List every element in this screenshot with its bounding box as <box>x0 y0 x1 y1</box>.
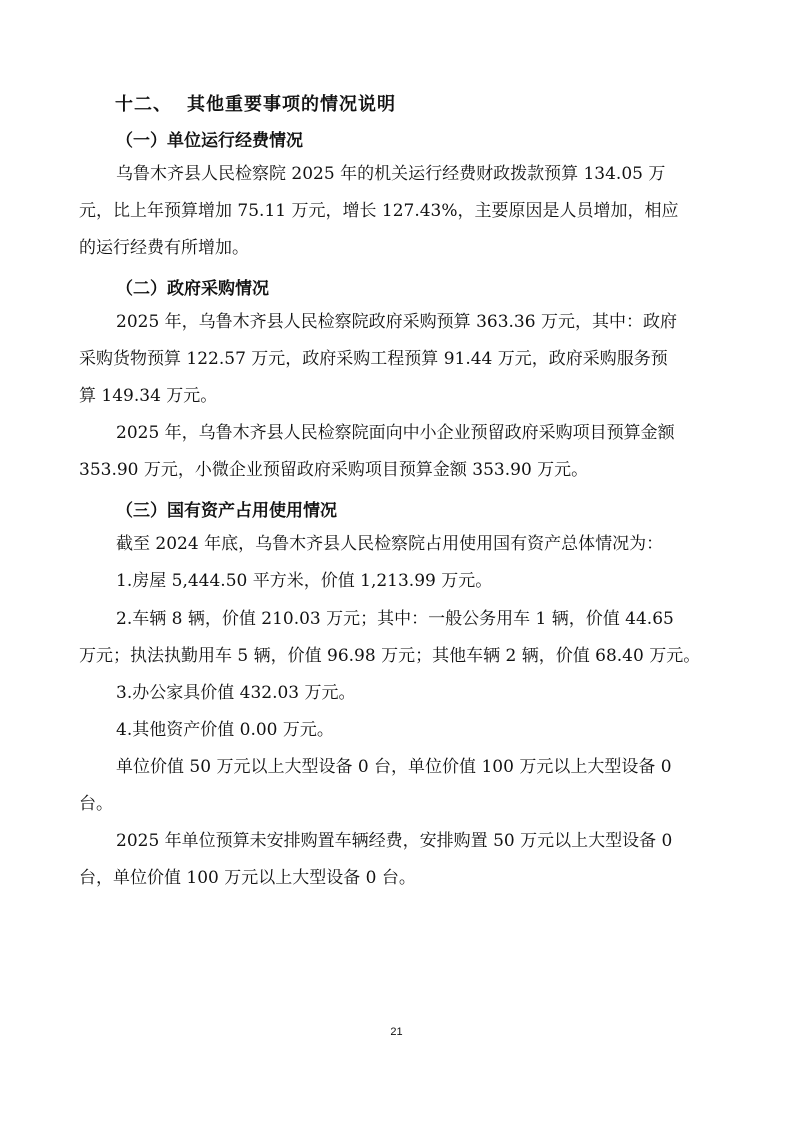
paragraph-line: 乌鲁木齐县人民检察院 2025 年的机关运行经费财政拨款预算 134.05 万 <box>116 164 666 184</box>
paragraph-line: 353.90 万元，小微企业预留政府采购项目预算金额 353.90 万元。 <box>79 460 589 480</box>
paragraph-line: 台，单位价值 100 万元以上大型设备 0 台。 <box>79 868 416 888</box>
paragraph-line: 台。 <box>79 794 113 814</box>
subsection-heading-3: （三）国有资产占用使用情况 <box>116 501 337 521</box>
list-item: 4.其他资产价值 0.00 万元。 <box>116 720 334 740</box>
paragraph-line: 2025 年，乌鲁木齐县人民检察院面向中小企业预留政府采购项目预算金额 <box>116 423 675 443</box>
paragraph-line: 2025 年，乌鲁木齐县人民检察院政府采购预算 363.36 万元，其中：政府 <box>116 312 677 332</box>
paragraph-line: 2025 年单位预算未安排购置车辆经费，安排购置 50 万元以上大型设备 0 <box>116 831 673 851</box>
list-item: 3.办公家具价值 432.03 万元。 <box>116 683 356 703</box>
paragraph-line: 元，比上年预算增加 75.11 万元，增长 127.43%，主要原因是人员增加，相应 <box>79 201 679 221</box>
paragraph-line: 采购货物预算 122.57 万元，政府采购工程预算 91.44 万元，政府采购服务预 <box>79 349 668 369</box>
section-title: 其他重要事项的情况说明 <box>187 94 396 115</box>
paragraph-line: 算 149.34 万元。 <box>79 386 218 406</box>
list-item-continuation: 万元；执法执勤用车 5 辆，价值 96.98 万元；其他车辆 2 辆，价值 68.40 万元。 <box>79 646 701 666</box>
subsection-heading-1: （一）单位运行经费情况 <box>116 131 303 151</box>
list-item: 2.车辆 8 辆，价值 210.03 万元；其中：一般公务用车 1 辆，价值 44.65 <box>116 609 674 629</box>
subsection-heading-2: （二）政府采购情况 <box>116 279 269 299</box>
paragraph-line: 的运行经费有所增加。 <box>79 238 249 258</box>
section-number: 十二、 <box>115 94 172 115</box>
paragraph-line: 截至 2024 年底，乌鲁木齐县人民检察院占用使用国有资产总体情况为： <box>116 534 664 554</box>
section-heading <box>115 90 396 116</box>
page-number: 21 <box>390 1026 403 1038</box>
paragraph-line: 单位价值 50 万元以上大型设备 0 台，单位价值 100 万元以上大型设备 0 <box>116 757 672 777</box>
list-item: 1.房屋 5,444.50 平方米，价值 1,213.99 万元。 <box>116 571 493 591</box>
